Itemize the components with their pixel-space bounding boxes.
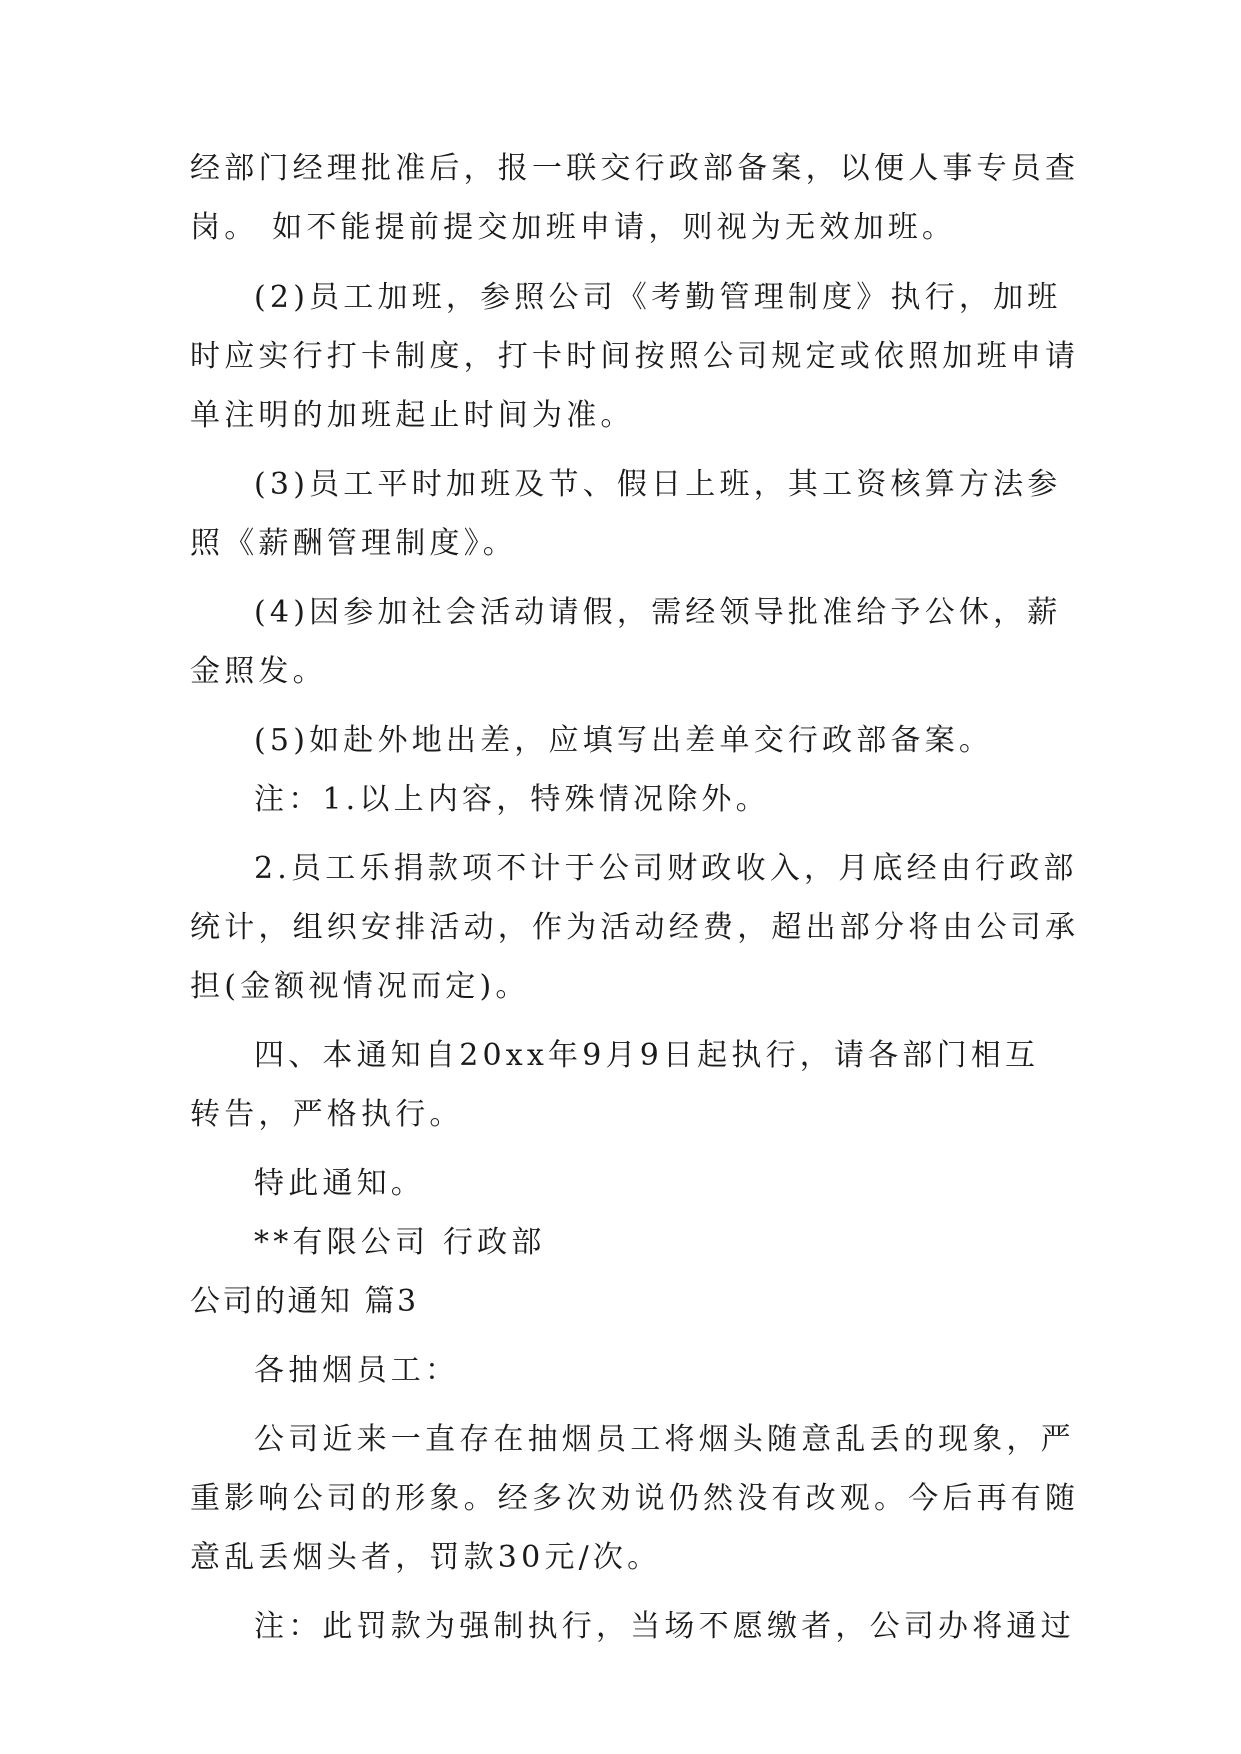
paragraph-line: (2)员工加班，参照公司《考勤管理制度》执行，加班: [254, 280, 1062, 315]
paragraph-line: 注：此罚款为强制执行，当场不愿缴者，公司办将通过: [254, 1609, 1075, 1644]
paragraph-line: 注：1.以上内容，特殊情况除外。: [254, 782, 770, 817]
paragraph-line: 各抽烟员工：: [254, 1353, 460, 1388]
paragraph-line: 经部门经理批准后，报一联交行政部备案，以便人事专员查: [190, 151, 1080, 186]
paragraph-line: (5)如赴外地出差，应填写出差单交行政部备案。: [254, 723, 994, 758]
paragraph-line: 时应实行打卡制度，打卡时间按照公司规定或依照加班申请: [190, 339, 1080, 374]
paragraph-line: 2.员工乐捐款项不计于公司财政收入，月底经由行政部: [254, 851, 1078, 886]
paragraph-line: (4)因参加社会活动请假，需经领导批准给予公休，薪: [254, 595, 1062, 630]
paragraph-line: 单注明的加班起止时间为准。: [190, 398, 635, 433]
paragraph-line: 四、本通知自20xx年9月9日起执行，请各部门相互: [254, 1038, 1040, 1073]
section-heading: 公司的通知 篇3: [190, 1284, 419, 1319]
paragraph-line: (3)员工平时加班及节、假日上班，其工资核算方法参: [254, 467, 1062, 502]
paragraph-line: 金照发。: [190, 654, 327, 689]
paragraph-line: 担(金额视情况而定)。: [190, 969, 530, 1004]
paragraph-line: 重影响公司的形象。经多次劝说仍然没有改观。今后再有随: [190, 1481, 1080, 1516]
paragraph-line: 公司近来一直存在抽烟员工将烟头随意乱丢的现象，严: [254, 1422, 1075, 1457]
paragraph-line: **有限公司 行政部: [254, 1225, 546, 1260]
paragraph-line: 照《薪酬管理制度》。: [190, 526, 517, 561]
paragraph-line: 统计，组织安排活动，作为活动经费，超出部分将由公司承: [190, 910, 1080, 945]
paragraph-line: 意乱丢烟头者，罚款30元/次。: [190, 1540, 662, 1575]
paragraph-line: 岗。 如不能提前提交加班申请，则视为无效加班。: [190, 210, 957, 245]
paragraph-line: 特此通知。: [254, 1166, 425, 1201]
paragraph-line: 转告，严格执行。: [190, 1097, 464, 1132]
